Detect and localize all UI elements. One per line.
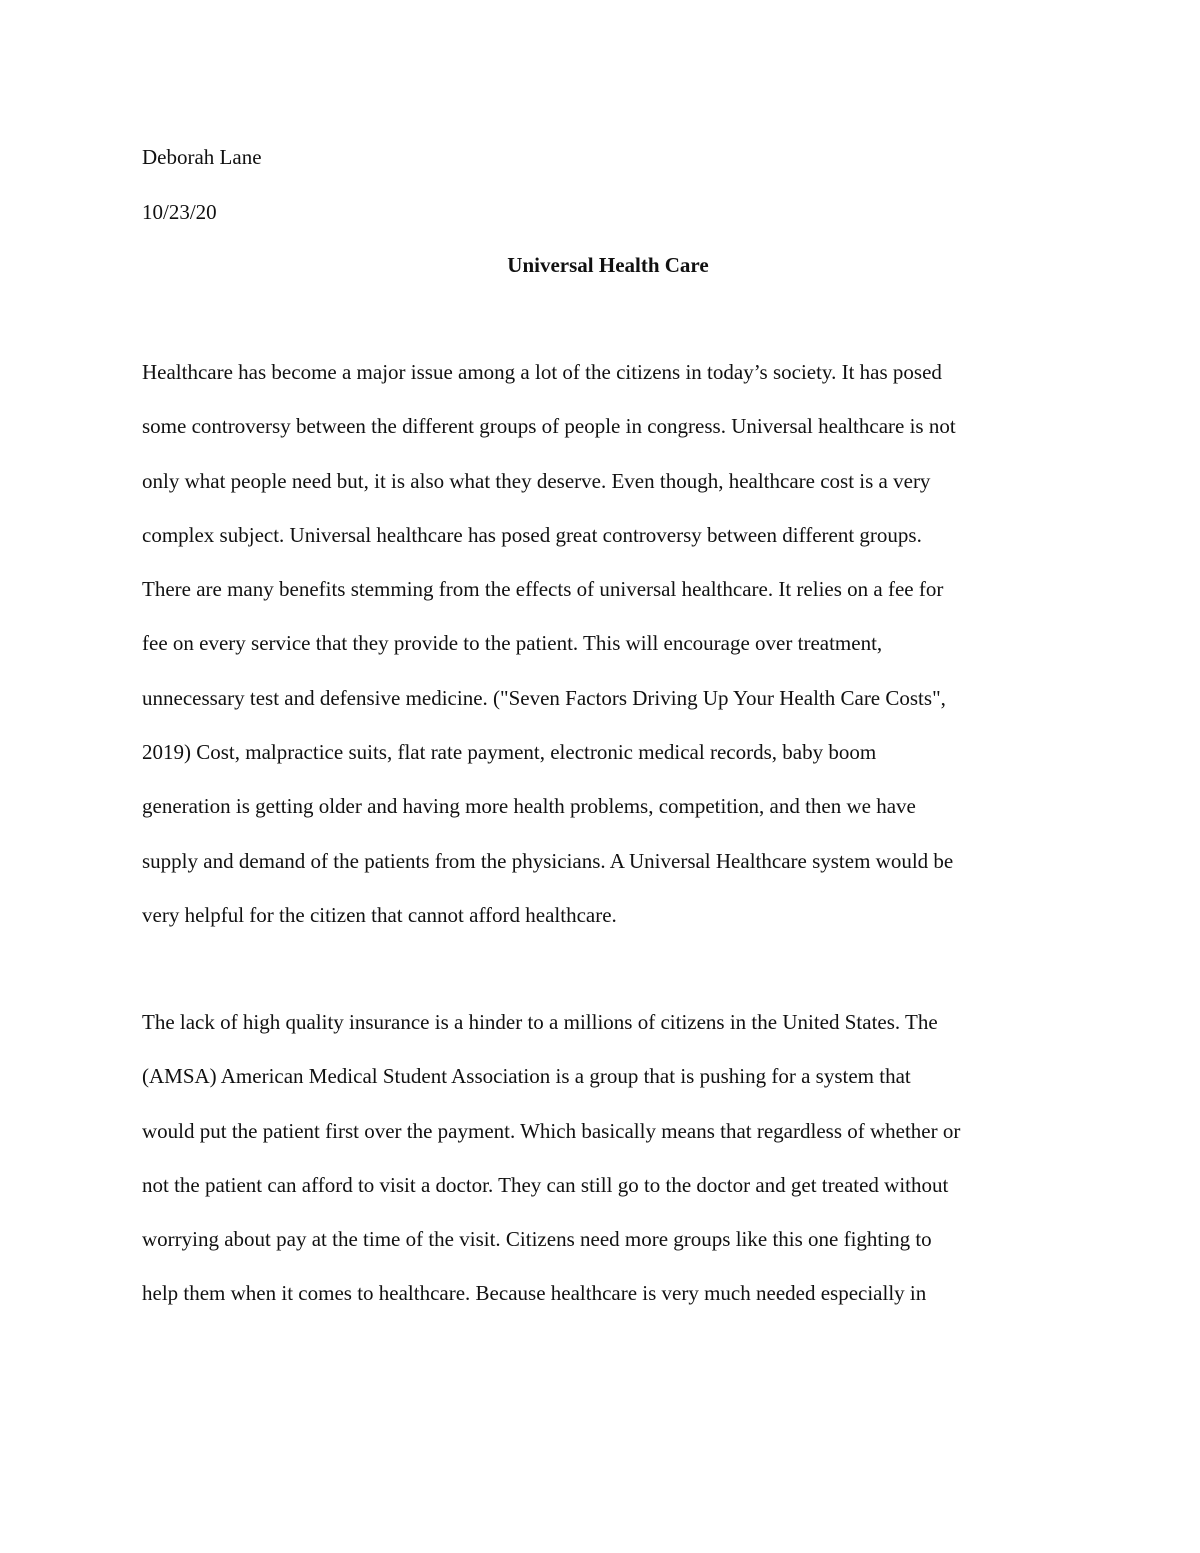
paragraph-2 <box>142 1008 1072 1334</box>
text-line: would put the patient first over the payment. Which basically means that regardless of whether or <box>142 1118 961 1143</box>
paragraph-1 <box>142 358 1072 955</box>
text-line: There are many benefits stemming from the effects of universal healthcare. It relies on a fee for <box>142 577 944 602</box>
text-line: only what people need but, it is also what they deserve. Even though, healthcare cost is a very <box>142 468 931 493</box>
text-line: worrying about pay at the time of the visit. Citizens need more groups like this one fighting to <box>142 1227 932 1252</box>
text-line: some controversy between the different groups of people in congress. Universal healthcare is not <box>142 414 956 439</box>
document-date: 10/23/20 <box>142 200 217 224</box>
text-line: very helpful for the citizen that cannot afford healthcare. <box>142 902 617 927</box>
text-line: fee on every service that they provide to the patient. This will encourage over treatment, <box>142 631 883 656</box>
text-line: supply and demand of the patients from the physicians. A Universal Healthcare system would be <box>142 848 954 873</box>
text-line: (AMSA) American Medical Student Association is a group that is pushing for a system that <box>142 1064 911 1089</box>
text-line: The lack of high quality insurance is a hinder to a millions of citizens in the United States. The <box>142 1010 938 1034</box>
text-line: Healthcare has become a major issue among a lot of the citizens in today’s society. It has posed <box>142 360 942 384</box>
text-line: help them when it comes to healthcare. Because healthcare is very much needed especially in <box>142 1281 927 1306</box>
essay-title: Universal Health Care <box>507 253 709 277</box>
author-name: Deborah Lane <box>142 145 262 169</box>
text-line: complex subject. Universal healthcare has posed great controversy between different groups. <box>142 522 922 547</box>
text-line: generation is getting older and having more health problems, competition, and then we have <box>142 794 916 819</box>
text-line: unnecessary test and defensive medicine. ("Seven Factors Driving Up Your Health Care Costs", <box>142 685 946 710</box>
text-line: not the patient can afford to visit a doctor. They can still go to the doctor and get treated without <box>142 1172 949 1197</box>
text-line: 2019) Cost, malpractice suits, flat rate payment, electronic medical records, baby boom <box>142 740 877 765</box>
